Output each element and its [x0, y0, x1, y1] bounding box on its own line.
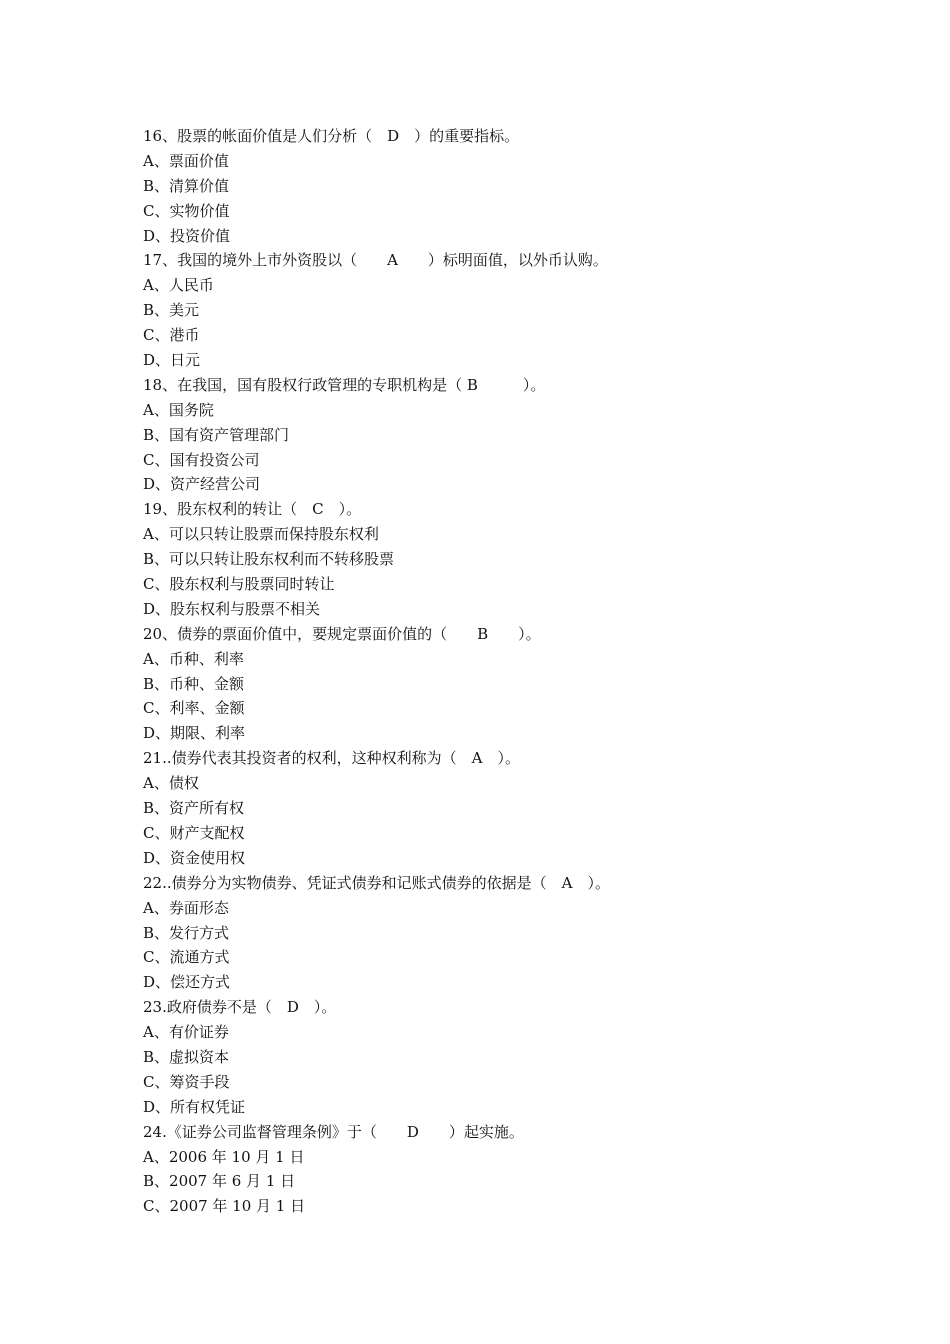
- question-stem: 21..债券代表其投资者的权利，这种权利称为（ A ）。: [143, 749, 520, 768]
- option-c: C、筹资手段: [143, 1072, 230, 1091]
- question-stem: 24.《证券公司监督管理条例》于（ D ）起实施。: [143, 1122, 524, 1141]
- question-21: [143, 746, 843, 870]
- question-19: [143, 497, 843, 621]
- option-b: B、发行方式: [143, 923, 230, 942]
- option-a: A、可以只转让股票而保持股东权利: [143, 525, 379, 544]
- option-c: C、财产支配权: [143, 823, 245, 842]
- question-17: [143, 248, 843, 372]
- question-16: [143, 124, 843, 248]
- option-a: A、票面价值: [143, 151, 229, 170]
- option-a: A、券面形态: [143, 898, 229, 917]
- question-20: [143, 622, 843, 746]
- option-b: B、资产所有权: [143, 799, 245, 818]
- option-d: D、期限、利率: [143, 724, 246, 743]
- option-c: C、利率、金额: [143, 699, 245, 718]
- option-d: D、日元: [143, 351, 201, 370]
- question-stem: 20、债券的票面价值中，要规定票面价值的（ B ）。: [143, 624, 541, 643]
- option-d: D、投资价值: [143, 226, 231, 245]
- option-b: B、2007 年 6 月 1 日: [143, 1172, 296, 1191]
- question-stem: 22..债券分为实物债券、凭证式债券和记账式债券的依据是（ A ）。: [143, 873, 610, 892]
- option-c: C、股东权利与股票同时转让: [143, 575, 335, 594]
- option-d: D、股东权利与股票不相关: [143, 599, 321, 618]
- option-a: A、币种、利率: [143, 649, 244, 668]
- option-d: D、资金使用权: [143, 848, 246, 867]
- option-a: A、有价证券: [143, 1023, 229, 1042]
- question-stem: 17、我国的境外上市外资股以（ A ）标明面值，以外币认购。: [143, 251, 608, 270]
- option-b: B、清算价值: [143, 176, 230, 195]
- option-b: B、虚拟资本: [143, 1047, 230, 1066]
- option-c: C、港币: [143, 326, 200, 345]
- option-a: A、2006 年 10 月 1 日: [143, 1147, 305, 1166]
- option-a: A、国务院: [143, 400, 214, 419]
- question-stem: 16、股票的帐面价值是人们分析（ D ）的重要指标。: [143, 127, 520, 145]
- question-list: [143, 124, 843, 1219]
- option-d: D、所有权凭证: [143, 1097, 246, 1116]
- question-23: [143, 995, 843, 1119]
- option-b: B、美元: [143, 301, 200, 320]
- option-c: C、2007 年 10 月 1 日: [143, 1197, 306, 1216]
- option-c: C、国有投资公司: [143, 450, 260, 469]
- option-c: C、流通方式: [143, 948, 230, 967]
- question-stem: 23.政府债券不是（ D ）。: [143, 998, 337, 1017]
- option-d: D、偿还方式: [143, 973, 231, 992]
- question-stem: 18、在我国，国有股权行政管理的专职机构是（ B ）。: [143, 375, 546, 394]
- option-b: B、可以只转让股东权利而不转移股票: [143, 550, 395, 569]
- question-stem: 19、股东权利的转让（ C ）。: [143, 500, 362, 519]
- question-22: [143, 871, 843, 995]
- option-b: B、币种、金额: [143, 674, 245, 693]
- option-c: C、实物价值: [143, 201, 230, 220]
- option-d: D、资产经营公司: [143, 475, 261, 494]
- option-a: A、债权: [143, 774, 199, 793]
- question-24: [143, 1120, 843, 1220]
- question-18: [143, 373, 843, 497]
- option-a: A、人民币: [143, 276, 214, 295]
- option-b: B、国有资产管理部门: [143, 425, 290, 444]
